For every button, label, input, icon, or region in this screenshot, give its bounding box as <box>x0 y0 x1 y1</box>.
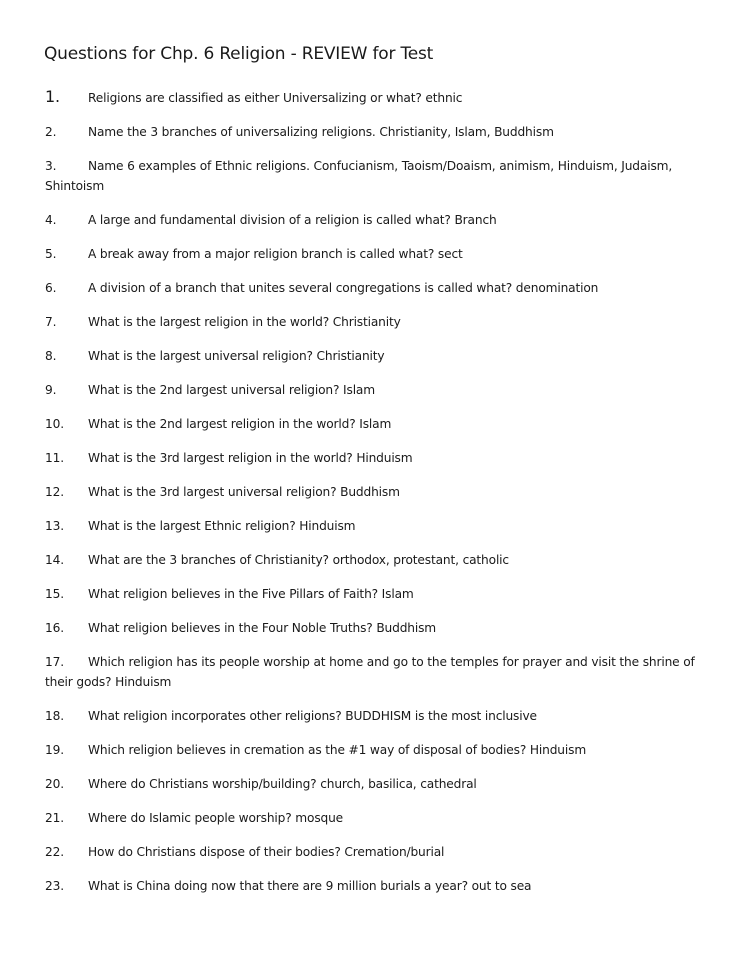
question-number: 20. <box>45 777 64 791</box>
question-text: What religion incorporates other religions? BUDDHISM is the most inclusive <box>88 709 537 723</box>
question-item <box>45 448 710 468</box>
question-number: 13. <box>45 519 64 533</box>
question-number: 5. <box>45 247 57 261</box>
question-item <box>45 584 710 604</box>
question-text: What is the 3rd largest universal religion? Buddhism <box>88 485 400 499</box>
question-item <box>45 278 710 298</box>
question-text: Where do Islamic people worship? mosque <box>88 811 344 825</box>
question-number: 9. <box>45 383 57 397</box>
question-item <box>45 414 710 434</box>
question-text: What is the 3rd largest religion in the world? Hinduism <box>88 451 413 465</box>
question-item <box>45 740 710 760</box>
question-number: 18. <box>45 709 64 723</box>
question-number: 21. <box>45 811 64 825</box>
question-number: 19. <box>45 743 64 757</box>
question-text: A break away from a major religion branch is called what? sect <box>88 247 463 261</box>
question-number: 23. <box>45 879 64 893</box>
question-item <box>45 482 710 502</box>
question-item <box>45 706 710 726</box>
question-item <box>45 122 710 142</box>
question-item <box>45 618 710 638</box>
question-text: Which religion believes in cremation as the #1 way of disposal of bodies? Hinduism <box>88 743 587 757</box>
question-text: How do Christians dispose of their bodies? Cremation/burial <box>88 845 445 859</box>
question-item <box>45 156 710 196</box>
question-text: A large and fundamental division of a religion is called what? Branch <box>88 213 497 227</box>
question-number: 12. <box>45 485 64 499</box>
question-item <box>45 210 710 230</box>
question-text: What is the largest universal religion? Christianity <box>88 349 385 363</box>
question-text: What is the 2nd largest religion in the world? Islam <box>88 417 392 431</box>
document-title: Questions for Chp. 6 Religion - REVIEW for Test <box>44 44 434 64</box>
question-text: Which religion has its people worship at home and go to the temples for prayer and visit the shrine of their gods? Hinduism <box>45 655 695 689</box>
question-item <box>45 312 710 332</box>
question-item <box>45 87 710 108</box>
question-number: 3. <box>45 159 57 173</box>
question-item <box>45 808 710 828</box>
question-text: Where do Christians worship/building? church, basilica, cathedral <box>88 777 477 791</box>
question-number: 10. <box>45 417 64 431</box>
question-number: 15. <box>45 587 64 601</box>
question-number: 1. <box>45 87 60 106</box>
question-text: What religion believes in the Five Pillars of Faith? Islam <box>88 587 414 601</box>
question-text: What is the 2nd largest universal religion? Islam <box>88 383 375 397</box>
question-item <box>45 244 710 264</box>
question-number: 17. <box>45 655 64 669</box>
question-text: What are the 3 branches of Christianity? orthodox, protestant, catholic <box>88 553 509 567</box>
question-number: 11. <box>45 451 64 465</box>
question-item <box>45 876 710 896</box>
question-text: Religions are classified as either Universalizing or what? ethnic <box>88 91 463 105</box>
question-item <box>45 652 710 692</box>
question-list <box>45 87 710 910</box>
question-text: What is China doing now that there are 9 million burials a year? out to sea <box>88 879 532 893</box>
question-text: What religion believes in the Four Noble Truths? Buddhism <box>88 621 437 635</box>
question-item <box>45 516 710 536</box>
question-item <box>45 842 710 862</box>
question-item <box>45 346 710 366</box>
question-number: 4. <box>45 213 57 227</box>
question-text: What is the largest religion in the world? Christianity <box>88 315 401 329</box>
question-number: 6. <box>45 281 57 295</box>
question-item <box>45 380 710 400</box>
question-number: 22. <box>45 845 64 859</box>
question-text: Name the 3 branches of universalizing religions. Christianity, Islam, Buddhism <box>88 125 554 139</box>
question-text: Name 6 examples of Ethnic religions. Confucianism, Taoism/Doaism, animism, Hinduism, Judaism, Shintoism <box>45 159 673 193</box>
question-text: What is the largest Ethnic religion? Hinduism <box>88 519 356 533</box>
question-number: 7. <box>45 315 57 329</box>
question-number: 14. <box>45 553 64 567</box>
question-text: A division of a branch that unites several congregations is called what? denomination <box>88 281 599 295</box>
question-number: 16. <box>45 621 64 635</box>
question-number: 2. <box>45 125 57 139</box>
question-item <box>45 550 710 570</box>
question-item <box>45 774 710 794</box>
question-number: 8. <box>45 349 57 363</box>
